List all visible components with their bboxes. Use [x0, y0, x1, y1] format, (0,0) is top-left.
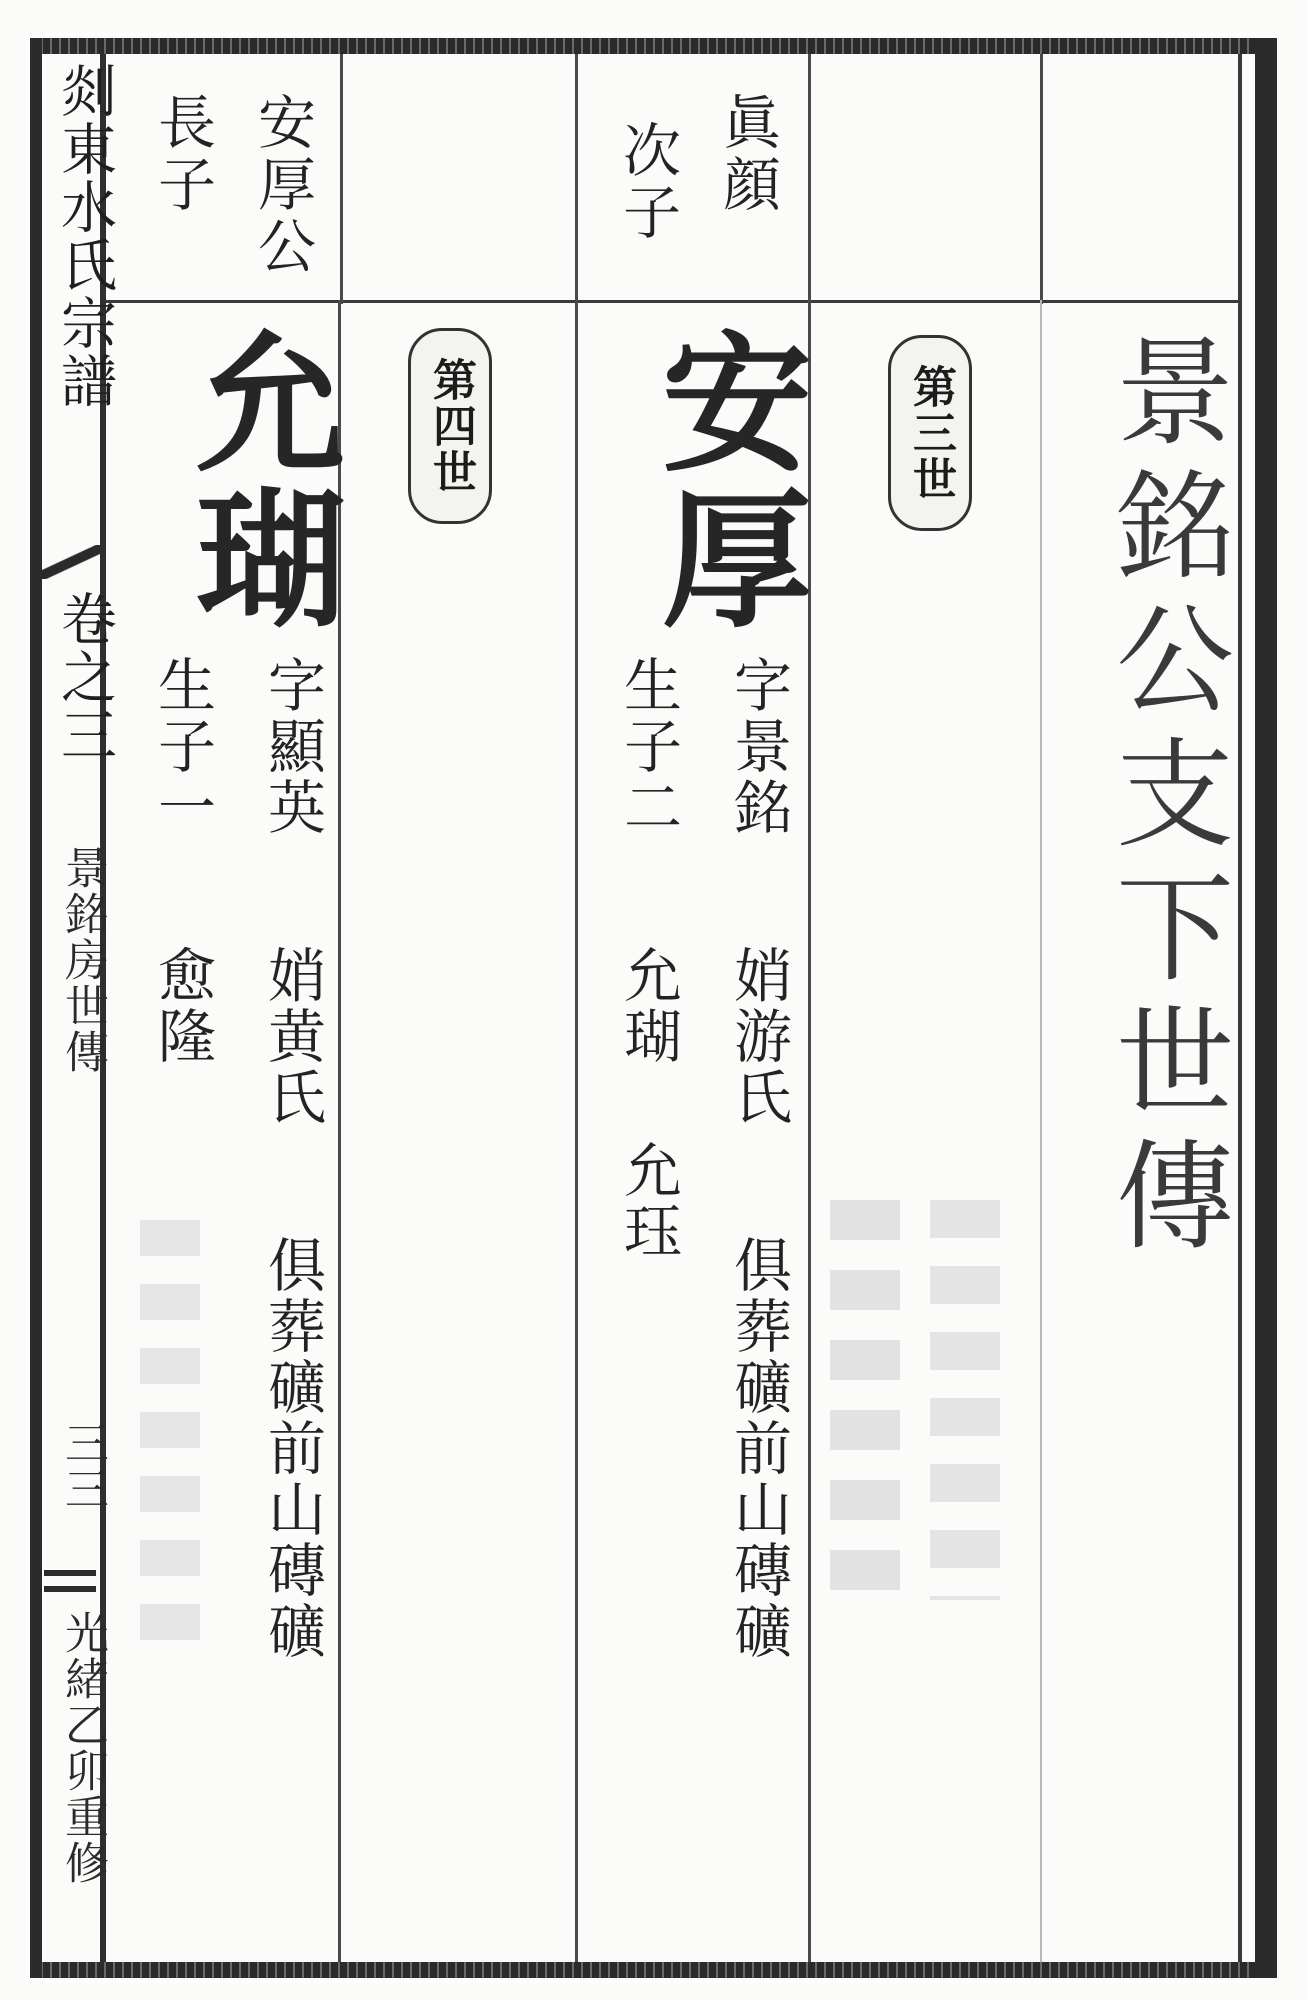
entry-child: 允瑚 [614, 945, 682, 1067]
entry-name: 安厚 [636, 325, 812, 637]
left-border [30, 38, 42, 1978]
header-col1-title: 眞顔 [713, 92, 781, 216]
bleed-through-texture [830, 1200, 900, 1600]
spine-fish-tail-mark [42, 545, 100, 579]
generation-seal-fourth [408, 328, 492, 524]
entry-wife: 娋游氏 [724, 945, 792, 1128]
bottom-border [38, 1962, 1268, 1978]
spine-edition: 光緒乙卯重修 [57, 1610, 108, 1886]
header-col2-title: 安厚公 [248, 92, 316, 278]
entry-child: 愈隆 [148, 945, 216, 1067]
header-column-rule [808, 54, 811, 304]
header-column-rule [1040, 54, 1043, 304]
spine-section: 景銘房世傳 [57, 845, 108, 1075]
section-title: 景銘公支下世傳 [1096, 330, 1234, 1268]
entry-courtesy: 字顯英 [258, 655, 326, 838]
header-divider [106, 300, 1238, 303]
generation-seal-third [888, 335, 972, 531]
spine-volume: 卷之三 [52, 590, 117, 764]
top-border [38, 38, 1268, 54]
bleed-through-texture [140, 1220, 200, 1640]
spine-page-number: 三三 [57, 1420, 108, 1512]
header-col2-note: 長子 [148, 92, 216, 216]
body-column-rule [575, 300, 578, 1962]
bleed-through-texture [930, 1200, 1000, 1600]
entry-wife: 娋黄氏 [258, 945, 326, 1128]
entry-children-label: 生子二 [614, 655, 682, 838]
right-border [1255, 38, 1277, 1978]
entry-name: 允瑚 [170, 325, 346, 637]
entry-courtesy: 字景銘 [724, 655, 792, 838]
faint-column-rule [1040, 300, 1042, 1962]
header-column-rule [340, 54, 343, 304]
generation-seal-label: 第三世 [905, 364, 956, 502]
header-col1-note: 次子 [613, 120, 681, 244]
entry-child: 允珏 [614, 1140, 682, 1262]
generation-seal-label: 第四世 [425, 357, 476, 495]
header-column-rule [575, 54, 578, 304]
entry-children-label: 生子一 [148, 655, 216, 838]
spine-rule-mark [44, 1570, 96, 1576]
spine-book-title: 剡東水氏宗譜 [52, 62, 117, 410]
entry-burial: 俱葬礦前山磚礦 [724, 1235, 792, 1662]
spine-rule-mark [44, 1586, 96, 1592]
entry-burial: 俱葬礦前山磚礦 [258, 1235, 326, 1662]
